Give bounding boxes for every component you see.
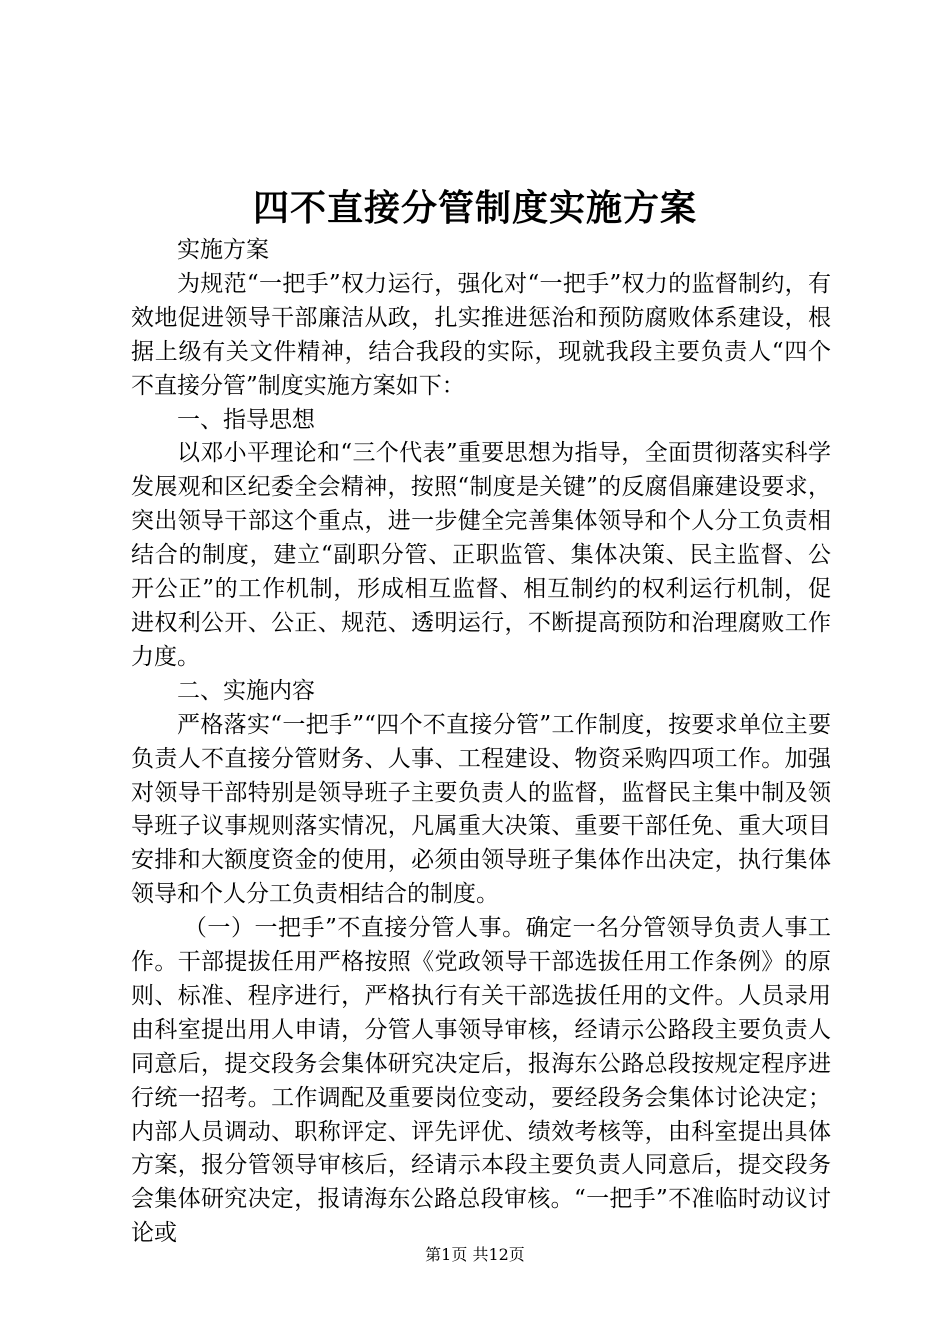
document-title: 四不直接分管制度实施方案: [252, 187, 697, 229]
section-heading-implementation-content: 二、实施内容: [177, 677, 315, 704]
paragraph-intro: 为规范“一把手”权力运行，强化对“一把手”权力的监督制约，有效地促进领导干部廉洁从政，扎实推进惩治和预防腐败体系建设，根据上级有关文件精神，结合我段的实际，现就我段主要负责人“四个不直接分管”制度实施方案如下：: [131, 270, 831, 399]
paragraph-personnel: （一）一把手”不直接分管人事。确定一名分管领导负责人事工作。干部提拔任用严格按照《党政领导干部选拔任用工作条例》的原则、标准、程序进行，严格执行有关干部选拔任用的文件。人员录用由科室提出用人申请，分管人事领导审核，经请示公路段主要负责人同意后，提交段务会集体研究决定后，报海东公路总段按规定程序进行统一招考。工作调配及重要岗位变动，要经段务会集体讨论决定；内部人员调动、职称评定、评先评优、绩效考核等，由科室提出具体方案，报分管领导审核后，经请示本段主要负责人同意后，提交段务会集体研究决定，报请海东公路总段审核。“一把手”不准临时动议讨论或: [131, 915, 831, 1247]
page-footer: 第1页 共12页: [425, 1245, 525, 1264]
document-body: [131, 234, 831, 1251]
section-heading-guiding-ideology: 一、指导思想: [177, 406, 315, 433]
paragraph-guiding-ideology: 以邓小平理论和“三个代表”重要思想为指导，全面贯彻落实科学发展观和区纪委全会精神，按照“制度是关键”的反腐倡廉建设要求，突出领导干部这个重点，进一步健全完善集体领导和个人分工负责相结合的制度，建立“副职分管、正职监管、集体决策、民主监督、公开公正”的工作机制，形成相互监督、相互制约的权利运行机制，促进权利公开、公正、规范、透明运行，不断提高预防和治理腐败工作力度。: [131, 440, 831, 670]
paragraph-implementation-content: 严格落实“一把手”“四个不直接分管”工作制度，按要求单位主要负责人不直接分管财务、人事、工程建设、物资采购四项工作。加强对领导干部特别是领导班子主要负责人的监督，监督民主集中制及领导班子议事规则落实情况，凡属重大决策、重要干部任免、重大项目安排和大额度资金的使用，必须由领导班子集体作出决定，执行集体领导和个人分工负责相结合的制度。: [131, 711, 831, 908]
paragraph-subtitle: 实施方案: [177, 237, 269, 263]
